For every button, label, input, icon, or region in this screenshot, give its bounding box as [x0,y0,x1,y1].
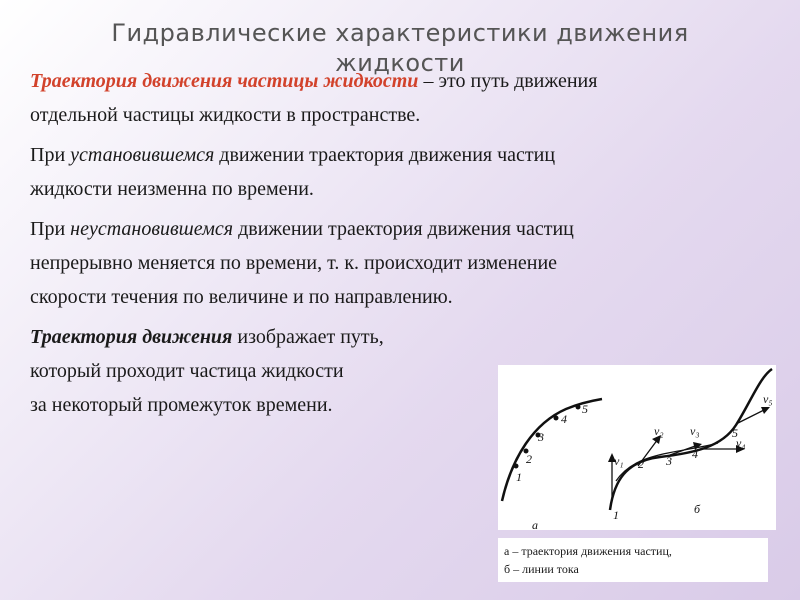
right-label-2: 2 [638,457,644,471]
trajectory-diagram [498,365,776,530]
label-v2: v₂ [654,424,664,438]
p2-rest: движении траектория движения частиц [214,144,556,166]
p1-line2: отдельной частицы жидкости в пространстве. [30,104,421,126]
term-trajectory: Траектория движения [30,326,233,348]
right-panel-label: б [694,502,701,516]
slide-title-line1: Гидравлические характеристики движения [111,19,689,47]
left-point-4 [554,416,559,421]
p3-pre: При [30,218,71,240]
label-v3: v₃ [690,424,700,438]
velocity-vectors [612,409,766,501]
p2-em: установившемся [70,144,215,166]
right-label-3: 3 [666,454,672,468]
p3-line3: скорости течения по величине и по направлению. [30,286,453,308]
p4-line3: за некоторый промежуток времени. [30,394,333,416]
p2-pre: При [30,144,71,166]
left-label-3: 3 [538,430,544,444]
left-point-5 [576,405,581,410]
term-particle-trajectory: Траектория движения частицы жидкости [30,70,419,92]
left-label-4: 4 [561,412,567,426]
p1-rest: – это путь движения [418,70,598,92]
right-label-4: 4 [692,447,698,461]
p3-em: неустановившемся [70,218,234,240]
trajectory-figure [498,365,776,530]
p2-line2: жидкости неизменна по времени. [30,178,314,200]
slide-title-line2: жидкости [335,49,465,77]
vector-arrowheads [608,407,770,462]
p4-rest: изображает путь, [232,326,384,348]
caption-line1: а – траектория движения частиц, [504,544,672,558]
label-v1: v₁ [614,454,624,468]
p3-rest: движении траектория движения частиц [233,218,574,240]
paragraph-1 [30,64,750,132]
left-point-1 [514,464,519,469]
left-label-5: 5 [582,402,588,416]
label-v4: v₄ [736,436,746,450]
left-label-2: 2 [526,452,532,466]
paragraph-2 [30,138,750,206]
right-label-1: 1 [613,508,619,522]
left-label-1: 1 [516,470,522,484]
paragraph-3 [30,212,750,314]
caption-line2: б – линии тока [504,562,579,576]
figure-caption [498,538,768,582]
right-label-5: 5 [732,426,738,440]
slide-title [0,18,800,77]
p4-line2: который проходит частица жидкости [30,360,344,382]
left-panel-label: а [532,518,538,530]
label-v5: v₅ [763,392,773,406]
right-streamline-main [610,369,772,510]
p3-line2: непрерывно меняется по времени, т. к. происходит изменение [30,252,558,274]
